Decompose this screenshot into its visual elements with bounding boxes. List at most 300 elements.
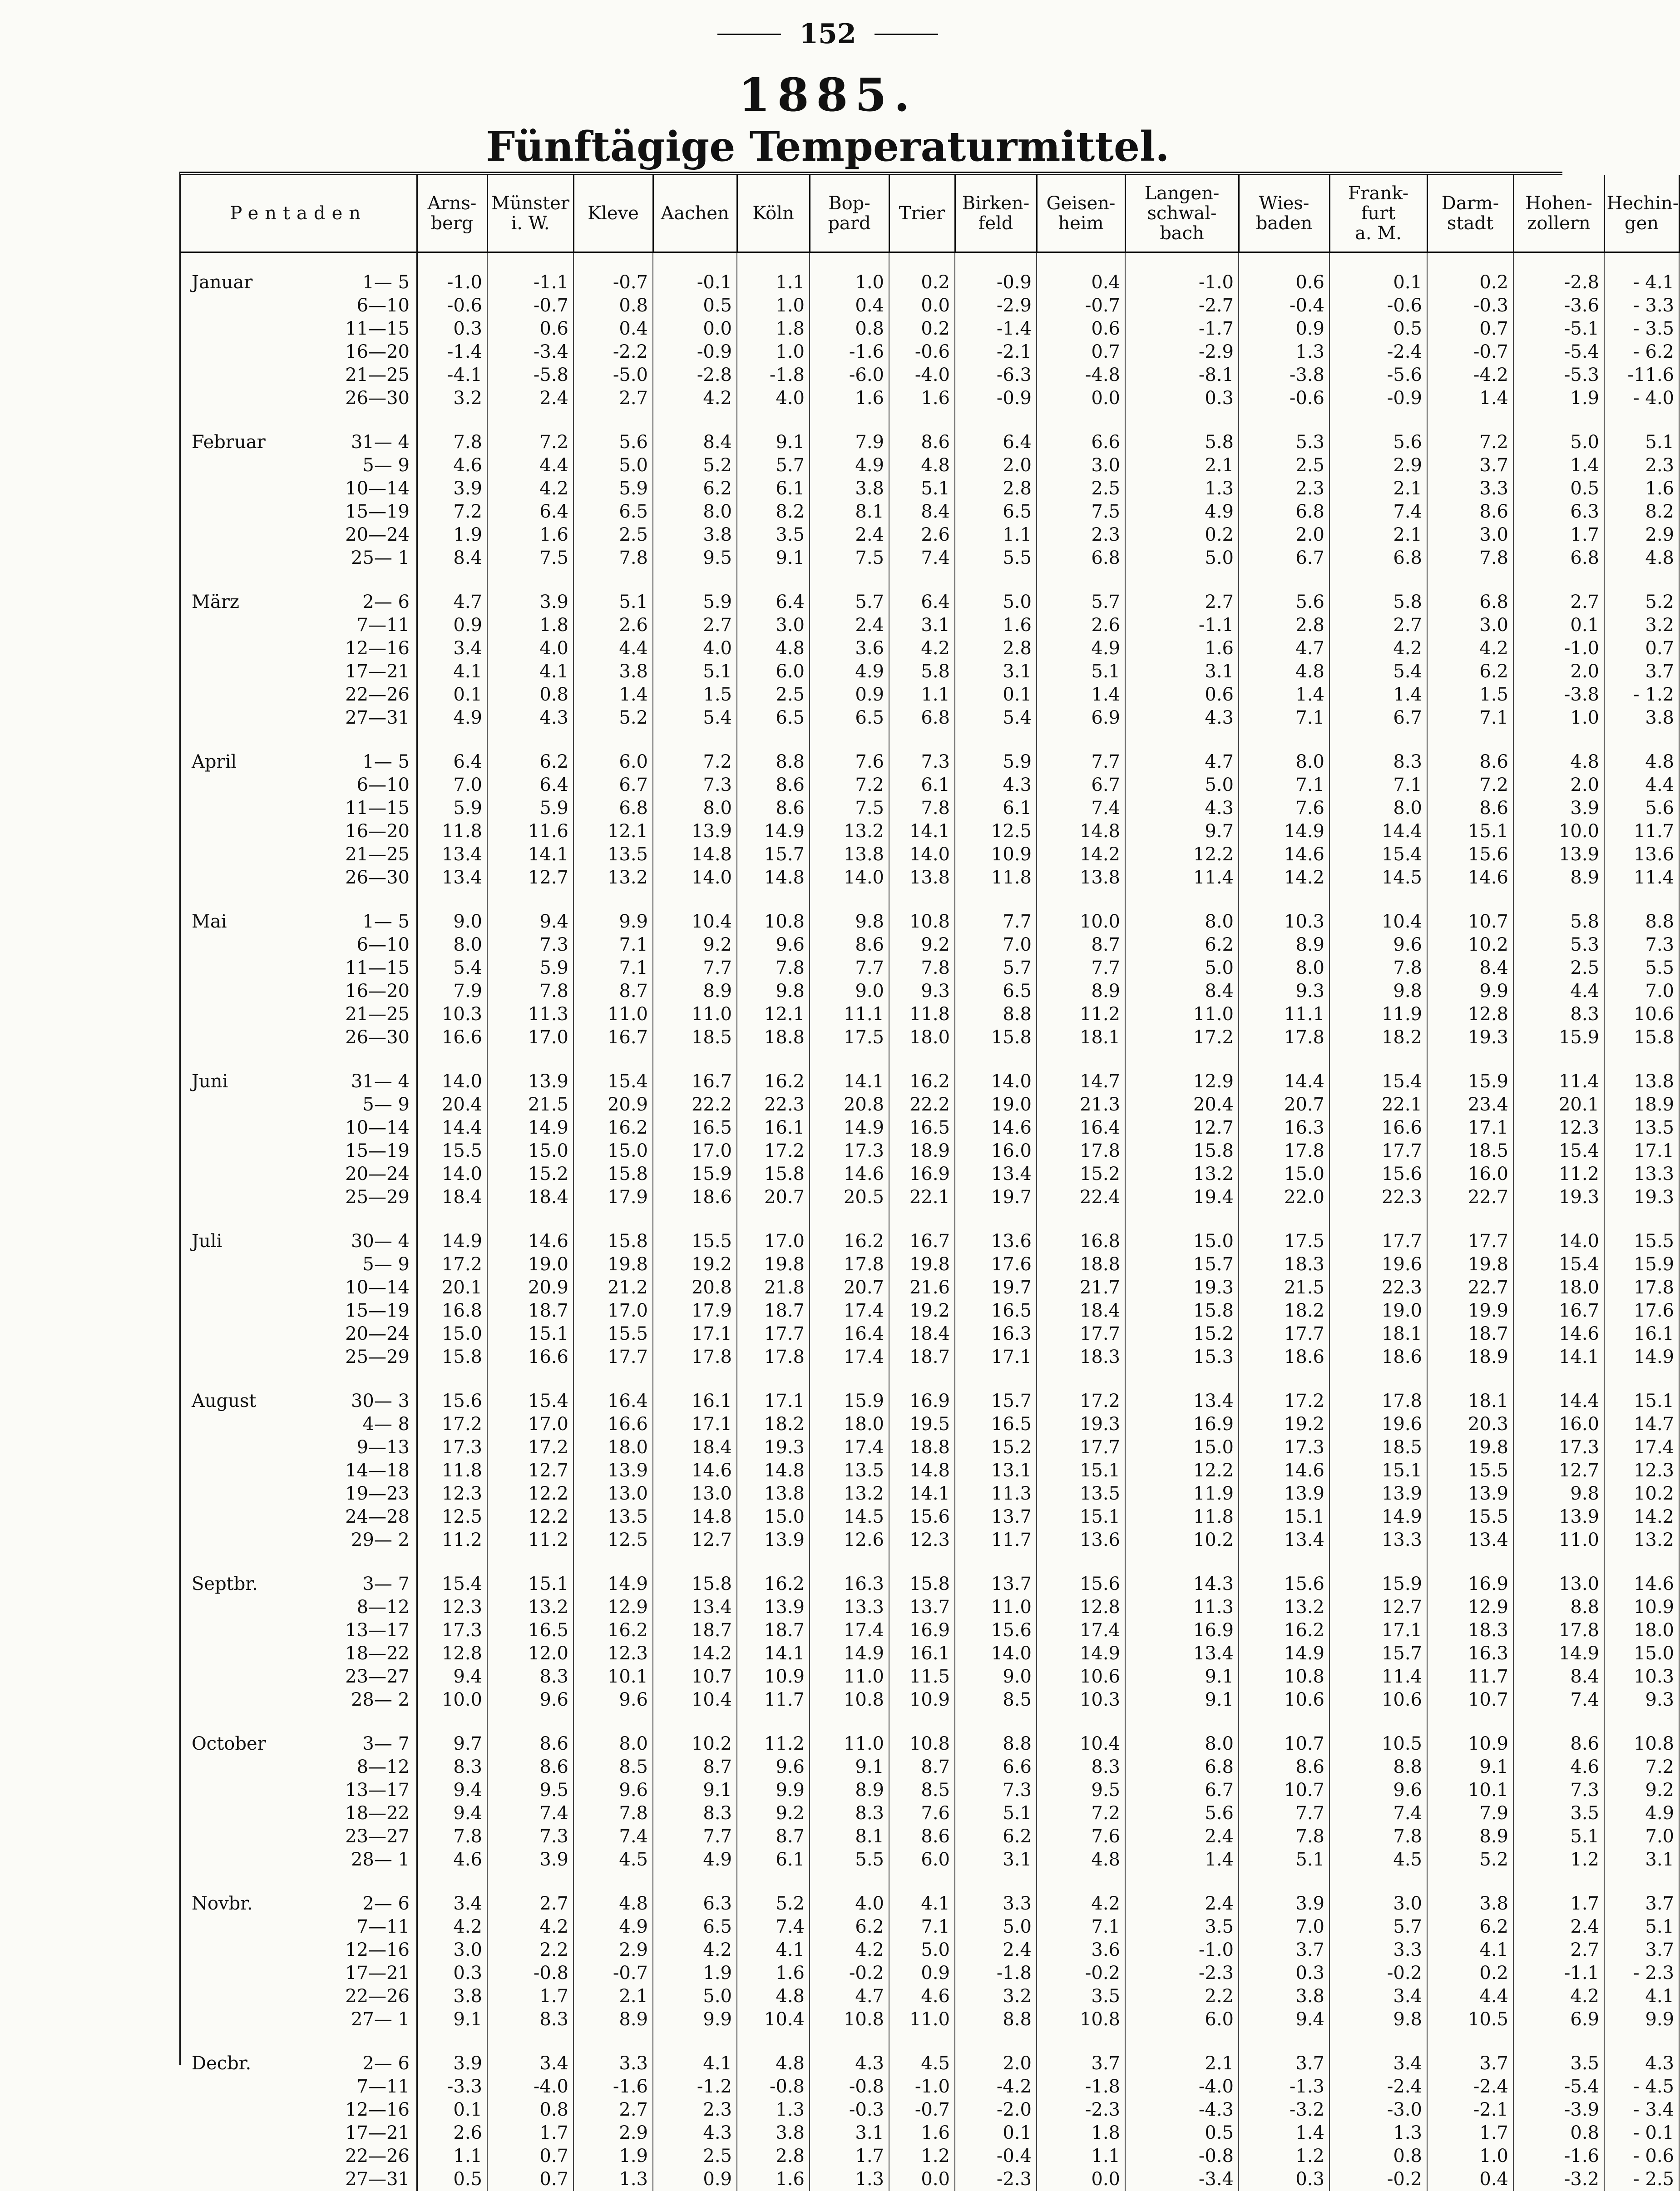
spacer-cell <box>573 1369 653 1390</box>
temperature-cell: 1.4 <box>1329 683 1427 706</box>
temperature-cell: -0.8 <box>1125 2145 1239 2168</box>
temperature-cell: 5.1 <box>955 1802 1037 1825</box>
temperature-cell: 19.0 <box>487 1253 573 1276</box>
spacer-cell <box>889 252 955 271</box>
temperature-cell: 0.2 <box>889 271 955 294</box>
temperature-cell: 14.6 <box>487 1230 573 1253</box>
temperature-cell: 1.3 <box>1125 477 1239 500</box>
month-label: October <box>192 1732 319 1756</box>
temperature-cell: 3.8 <box>810 477 889 500</box>
spacer-cell <box>1329 1049 1427 1070</box>
spacer-cell <box>810 1049 889 1070</box>
spacer-cell <box>1513 889 1604 910</box>
spacer-cell <box>1239 730 1329 750</box>
temperature-cell: 18.4 <box>1037 1299 1125 1322</box>
temperature-cell: 5.3 <box>1513 933 1604 957</box>
pentade-cell <box>181 1985 417 2008</box>
temperature-cell: 18.3 <box>1427 1619 1513 1642</box>
temperature-cell: 22.3 <box>1329 1186 1427 1209</box>
temperature-cell: -0.6 <box>417 294 487 317</box>
temperature-cell: 1.1 <box>955 523 1037 547</box>
temperature-cell: 5.1 <box>1239 1848 1329 1871</box>
temperature-cell: 6.7 <box>1329 706 1427 730</box>
temperature-cell: 8.8 <box>955 1732 1037 1756</box>
temperature-cell: 14.0 <box>653 866 737 889</box>
spacer-cell <box>1125 410 1239 431</box>
temperature-cell: 11.1 <box>810 1003 889 1026</box>
temperature-cell: 8.9 <box>1239 933 1329 957</box>
temperature-cell: 19.3 <box>1037 1413 1125 1436</box>
pentade-cell <box>181 843 417 866</box>
temperature-cell: 12.6 <box>810 1529 889 1552</box>
temperature-cell: 13.2 <box>1604 1529 1679 1552</box>
temperature-cell: 18.1 <box>1427 1390 1513 1413</box>
temperature-cell: 0.2 <box>1427 271 1513 294</box>
table-row <box>181 500 1679 523</box>
temperature-cell: 1.4 <box>1239 2122 1329 2145</box>
temperature-cell: 6.0 <box>737 660 810 683</box>
temperature-cell: 4.2 <box>1037 1892 1125 1915</box>
temperature-cell: 8.9 <box>1037 980 1125 1003</box>
table-row <box>181 1003 1679 1026</box>
temperature-cell: -4.8 <box>1037 364 1125 387</box>
spacer-cell <box>810 570 889 591</box>
temperature-cell: 16.5 <box>889 1116 955 1140</box>
temperature-cell: 0.4 <box>573 317 653 340</box>
temperature-cell: 15.5 <box>653 1230 737 1253</box>
temperature-cell: -0.7 <box>487 294 573 317</box>
temperature-cell: 4.7 <box>1239 637 1329 660</box>
temperature-cell: 5.2 <box>737 1892 810 1915</box>
temperature-cell: 4.0 <box>737 387 810 410</box>
temperature-cell: 17.0 <box>573 1299 653 1322</box>
spacer-cell <box>417 730 487 750</box>
temperature-cell: 4.2 <box>889 637 955 660</box>
temperature-cell: -1.4 <box>955 317 1037 340</box>
temperature-cell: 13.9 <box>1513 843 1604 866</box>
spacer-cell <box>1037 1552 1125 1573</box>
temperature-cell: 11.5 <box>889 1665 955 1688</box>
temperature-cell: 4.9 <box>417 706 487 730</box>
temperature-cell: 11.4 <box>1604 866 1679 889</box>
temperature-cell: 10.8 <box>1604 1732 1679 1756</box>
temperature-cell: 19.7 <box>955 1186 1037 1209</box>
temperature-cell: 1.8 <box>1037 2122 1125 2145</box>
temperature-cell: 6.1 <box>955 797 1037 820</box>
temperature-cell: 9.0 <box>810 980 889 1003</box>
temperature-cell: 16.1 <box>737 1116 810 1140</box>
temperature-cell: 0.9 <box>417 614 487 637</box>
temperature-cell: 3.8 <box>737 2122 810 2145</box>
temperature-cell: 2.1 <box>1125 2052 1239 2075</box>
temperature-cell: 6.2 <box>810 1915 889 1939</box>
temperature-cell: 2.0 <box>955 2052 1037 2075</box>
page-title: Fünftägige Temperaturmittel. <box>0 123 1655 171</box>
temperature-cell: 9.1 <box>1125 1665 1239 1688</box>
temperature-cell: 13.6 <box>955 1230 1037 1253</box>
temperature-cell: 16.1 <box>653 1390 737 1413</box>
temperature-cell: 3.1 <box>955 660 1037 683</box>
temperature-cell: 7.4 <box>573 1825 653 1848</box>
temperature-cell: 16.3 <box>810 1573 889 1596</box>
temperature-cell: 16.2 <box>573 1619 653 1642</box>
temperature-cell: 4.7 <box>1125 750 1239 774</box>
temperature-cell: -1.6 <box>573 2075 653 2098</box>
spacer-cell <box>1513 1871 1604 1892</box>
temperature-cell: 10.7 <box>653 1665 737 1688</box>
spacer-cell <box>181 1871 417 1892</box>
temperature-cell: 4.6 <box>417 1848 487 1871</box>
temperature-cell: 11.0 <box>653 1003 737 1026</box>
table-row <box>181 683 1679 706</box>
temperature-cell: 19.2 <box>1239 1413 1329 1436</box>
temperature-cell: 8.4 <box>889 500 955 523</box>
temperature-cell: 14.2 <box>1037 843 1125 866</box>
temperature-cell: 3.9 <box>1513 797 1604 820</box>
table-row <box>181 797 1679 820</box>
temperature-cell: -3.9 <box>1513 2098 1604 2122</box>
pentade-cell <box>181 2075 417 2098</box>
temperature-cell: 16.7 <box>653 1070 737 1093</box>
table-row <box>181 1436 1679 1459</box>
temperature-cell: 8.1 <box>810 500 889 523</box>
temperature-cell: 12.5 <box>955 820 1037 843</box>
temperature-cell: 5.1 <box>573 591 653 614</box>
table-row <box>181 1390 1679 1413</box>
temperature-cell: -0.6 <box>1329 294 1427 317</box>
temperature-cell: 7.2 <box>1604 1756 1679 1779</box>
temperature-cell: 2.4 <box>487 387 573 410</box>
year-heading: 1885. <box>0 68 1655 122</box>
temperature-cell: 10.4 <box>737 2008 810 2031</box>
pentade-range: 9—13 <box>319 1436 410 1459</box>
temperature-cell: -4.1 <box>417 364 487 387</box>
spacer-cell <box>1329 410 1427 431</box>
pentade-range: 2— 6 <box>319 1892 410 1915</box>
temperature-cell: -1.4 <box>417 340 487 364</box>
spacer-cell <box>1329 252 1427 271</box>
temperature-cell: 0.9 <box>1239 317 1329 340</box>
temperature-cell: 7.2 <box>1427 774 1513 797</box>
temperature-cell: 11.2 <box>737 1732 810 1756</box>
temperature-cell: 16.4 <box>573 1390 653 1413</box>
pentade-cell <box>181 1892 417 1915</box>
temperature-cell: - 3.5 <box>1604 317 1679 340</box>
temperature-cell: 7.1 <box>1037 1915 1125 1939</box>
temperature-cell: 9.8 <box>737 980 810 1003</box>
temperature-cell: 0.0 <box>889 2168 955 2191</box>
temperature-cell: 9.9 <box>573 910 653 933</box>
temperature-cell: 14.1 <box>737 1642 810 1665</box>
temperature-cell: 6.5 <box>737 706 810 730</box>
temperature-cell: 16.1 <box>1604 1322 1679 1346</box>
temperature-cell: 19.6 <box>1329 1253 1427 1276</box>
temperature-cell: 4.3 <box>955 774 1037 797</box>
temperature-cell: 17.4 <box>810 1299 889 1322</box>
temperature-cell: 16.6 <box>417 1026 487 1049</box>
temperature-cell: -0.8 <box>737 2075 810 2098</box>
temperature-cell: -1.0 <box>889 2075 955 2098</box>
temperature-cell: 5.0 <box>653 1985 737 2008</box>
temperature-cell: 16.2 <box>810 1230 889 1253</box>
spacer-cell <box>653 570 737 591</box>
temperature-cell: 13.4 <box>1125 1390 1239 1413</box>
temperature-cell: 7.8 <box>417 431 487 454</box>
temperature-cell: 15.6 <box>1239 1573 1329 1596</box>
pentade-cell <box>181 637 417 660</box>
spacer-cell <box>1427 1552 1513 1573</box>
temperature-cell: 13.9 <box>737 1596 810 1619</box>
temperature-cell: 8.3 <box>1513 1003 1604 1026</box>
temperature-cell: 17.3 <box>810 1140 889 1163</box>
temperature-cell: 5.6 <box>573 431 653 454</box>
table-row <box>181 317 1679 340</box>
pentade-cell <box>181 933 417 957</box>
temperature-cell: 5.9 <box>417 797 487 820</box>
temperature-cell: 9.4 <box>487 910 573 933</box>
temperature-cell: 10.9 <box>1604 1596 1679 1619</box>
temperature-cell: 6.4 <box>487 774 573 797</box>
pentade-cell <box>181 614 417 637</box>
temperature-cell: 10.7 <box>1427 1688 1513 1712</box>
temperature-cell: 9.8 <box>810 910 889 933</box>
temperature-cell: - 3.4 <box>1604 2098 1679 2122</box>
spacer-cell <box>1239 2031 1329 2052</box>
temperature-cell: 6.5 <box>653 1915 737 1939</box>
temperature-cell: 17.1 <box>737 1390 810 1413</box>
temperature-cell: 9.2 <box>653 933 737 957</box>
temperature-cell: 14.8 <box>737 866 810 889</box>
table-row <box>181 1985 1679 2008</box>
pentade-cell <box>181 2098 417 2122</box>
temperature-cell: -0.8 <box>487 1962 573 1985</box>
pentade-range: 28— 2 <box>319 1688 410 1712</box>
temperature-cell: 2.4 <box>810 523 889 547</box>
temperature-cell: 9.1 <box>810 1756 889 1779</box>
temperature-cell: 2.1 <box>1125 454 1239 477</box>
temperature-cell: 1.6 <box>889 2122 955 2145</box>
pentade-range: 29— 2 <box>319 1529 410 1552</box>
spacer-cell <box>1513 570 1604 591</box>
table-row <box>181 933 1679 957</box>
pentade-range: 27—31 <box>319 706 410 730</box>
temperature-cell: 5.8 <box>1513 910 1604 933</box>
temperature-cell: 15.4 <box>1513 1140 1604 1163</box>
temperature-cell: 4.6 <box>889 1985 955 2008</box>
temperature-cell: 4.1 <box>653 2052 737 2075</box>
spacer-cell <box>487 570 573 591</box>
temperature-cell: 14.9 <box>1329 1505 1427 1529</box>
temperature-cell: 13.4 <box>417 866 487 889</box>
spacer-cell <box>737 252 810 271</box>
pentade-cell <box>181 1026 417 1049</box>
table-row <box>181 1573 1679 1596</box>
temperature-cell: -1.1 <box>487 271 573 294</box>
temperature-cell: 5.0 <box>573 454 653 477</box>
temperature-cell: 10.8 <box>737 910 810 933</box>
temperature-cell: -0.9 <box>955 387 1037 410</box>
temperature-cell: -3.4 <box>1125 2168 1239 2191</box>
temperature-cell: 5.0 <box>955 1915 1037 1939</box>
temperature-cell: 17.8 <box>653 1346 737 1369</box>
temperature-cell: 17.8 <box>1329 1390 1427 1413</box>
temperature-cell: 15.8 <box>417 1346 487 1369</box>
temperature-cell: 9.8 <box>1329 2008 1427 2031</box>
group-spacer <box>181 1209 1679 1230</box>
temperature-cell: 12.3 <box>1513 1116 1604 1140</box>
table-row <box>181 364 1679 387</box>
temperature-cell: 22.1 <box>889 1186 955 1209</box>
pentade-cell <box>181 387 417 410</box>
temperature-cell: 7.3 <box>955 1779 1037 1802</box>
temperature-cell: 1.1 <box>417 2145 487 2168</box>
spacer-cell <box>573 570 653 591</box>
temperature-cell: 14.7 <box>1037 1070 1125 1093</box>
pentade-cell <box>181 820 417 843</box>
spacer-cell <box>1329 1552 1427 1573</box>
table-row <box>181 2098 1679 2122</box>
pentade-cell <box>181 317 417 340</box>
temperature-cell: 20.5 <box>810 1186 889 1209</box>
pentade-cell <box>181 1140 417 1163</box>
temperature-cell: 7.3 <box>653 774 737 797</box>
temperature-cell: 18.4 <box>487 1186 573 1209</box>
pentade-range: 5— 9 <box>319 1093 410 1116</box>
temperature-cell: 19.2 <box>889 1299 955 1322</box>
spacer-cell <box>573 2031 653 2052</box>
temperature-cell: 17.2 <box>1239 1390 1329 1413</box>
pentade-range: 13—17 <box>319 1779 410 1802</box>
pentade-cell <box>181 1390 417 1413</box>
temperature-cell: 10.6 <box>1239 1688 1329 1712</box>
temperature-cell: 0.5 <box>1125 2122 1239 2145</box>
temperature-cell: 13.3 <box>810 1596 889 1619</box>
spacer-cell <box>810 1552 889 1573</box>
pentade-range: 18—22 <box>319 1802 410 1825</box>
temperature-cell: -3.2 <box>1513 2168 1604 2191</box>
temperature-cell: 11.9 <box>1125 1482 1239 1505</box>
temperature-cell: 17.3 <box>417 1436 487 1459</box>
temperature-cell: 18.3 <box>1037 1346 1125 1369</box>
temperature-cell: 14.9 <box>810 1642 889 1665</box>
spacer-cell <box>1239 889 1329 910</box>
temperature-cell: 5.9 <box>487 797 573 820</box>
pentade-cell <box>181 1003 417 1026</box>
spacer-cell <box>737 410 810 431</box>
temperature-cell: 17.0 <box>737 1230 810 1253</box>
pentade-range: 20—24 <box>319 1163 410 1186</box>
temperature-cell: 7.0 <box>1239 1915 1329 1939</box>
pentade-cell <box>181 364 417 387</box>
temperature-cell: 10.8 <box>889 910 955 933</box>
table-row <box>181 1116 1679 1140</box>
spacer-cell <box>1513 1712 1604 1732</box>
temperature-cell: 1.3 <box>1239 340 1329 364</box>
table-row <box>181 477 1679 500</box>
temperature-cell: 15.8 <box>1125 1299 1239 1322</box>
temperature-cell: 8.7 <box>889 1756 955 1779</box>
temperature-cell: 10.8 <box>1239 1665 1329 1688</box>
table-row <box>181 1322 1679 1346</box>
temperature-cell: 16.5 <box>955 1299 1037 1322</box>
temperature-cell: 9.5 <box>653 547 737 570</box>
temperature-cell: 14.1 <box>889 820 955 843</box>
temperature-cell: 7.1 <box>573 957 653 980</box>
temperature-cell: 16.3 <box>1239 1116 1329 1140</box>
temperature-cell: 0.6 <box>487 317 573 340</box>
temperature-cell: 12.9 <box>573 1596 653 1619</box>
pentade-range: 19—23 <box>319 1482 410 1505</box>
pentade-cell <box>181 1665 417 1688</box>
pentade-range: 21—25 <box>319 1003 410 1026</box>
spacer-cell <box>487 2031 573 2052</box>
pentade-cell <box>181 1962 417 1985</box>
temperature-cell: 7.2 <box>810 774 889 797</box>
temperature-cell: 6.7 <box>1239 547 1329 570</box>
temperature-cell: 18.8 <box>737 1026 810 1049</box>
temperature-cell: 18.7 <box>737 1299 810 1322</box>
temperature-cell: 9.3 <box>1604 1688 1679 1712</box>
temperature-cell: 17.8 <box>1604 1276 1679 1299</box>
temperature-cell: 13.3 <box>1604 1163 1679 1186</box>
temperature-cell: 4.4 <box>487 454 573 477</box>
temperature-cell: 14.9 <box>1239 1642 1329 1665</box>
temperature-cell: -3.4 <box>487 340 573 364</box>
pentade-cell <box>181 500 417 523</box>
temperature-cell: 11.1 <box>1239 1003 1329 1026</box>
month-label: Septbr. <box>192 1573 319 1596</box>
temperature-cell: 2.8 <box>955 477 1037 500</box>
temperature-cell: 14.0 <box>955 1070 1037 1093</box>
temperature-cell: 7.8 <box>737 957 810 980</box>
temperature-cell: 9.2 <box>1604 1779 1679 1802</box>
temperature-cell: 9.5 <box>487 1779 573 1802</box>
pentade-cell <box>181 1230 417 1253</box>
temperature-cell: 2.9 <box>573 1939 653 1962</box>
temperature-cell: 4.0 <box>810 1892 889 1915</box>
spacer-cell <box>955 1552 1037 1573</box>
temperature-cell: 17.4 <box>1037 1619 1125 1642</box>
temperature-cell: 7.9 <box>810 431 889 454</box>
temperature-cell: 10.4 <box>1037 1732 1125 1756</box>
temperature-cell: 4.8 <box>1513 750 1604 774</box>
table-row <box>181 1732 1679 1756</box>
temperature-cell: 13.9 <box>1513 1505 1604 1529</box>
temperature-cell: 3.5 <box>737 523 810 547</box>
spacer-cell <box>1125 252 1239 271</box>
temperature-cell: -8.1 <box>1125 364 1239 387</box>
spacer-cell <box>1604 570 1679 591</box>
temperature-cell: 7.0 <box>417 774 487 797</box>
temperature-cell: 3.1 <box>889 614 955 637</box>
spacer-cell <box>810 1209 889 1230</box>
temperature-cell: 13.2 <box>1125 1163 1239 1186</box>
temperature-cell: 16.5 <box>653 1116 737 1140</box>
spacer-cell <box>1329 730 1427 750</box>
temperature-cell: 7.9 <box>1427 1802 1513 1825</box>
spacer-cell <box>181 252 417 271</box>
temperature-cell: 17.8 <box>737 1346 810 1369</box>
temperature-cell: 13.5 <box>1604 1116 1679 1140</box>
temperature-cell: -1.0 <box>1125 1939 1239 1962</box>
spacer-cell <box>1604 252 1679 271</box>
temperature-cell: 8.8 <box>955 1003 1037 1026</box>
temperature-cell: 16.2 <box>889 1070 955 1093</box>
temperature-cell: 5.4 <box>955 706 1037 730</box>
column-header: Arns- berg <box>417 175 487 252</box>
pentade-cell <box>181 797 417 820</box>
temperature-cell: 8.3 <box>487 2008 573 2031</box>
